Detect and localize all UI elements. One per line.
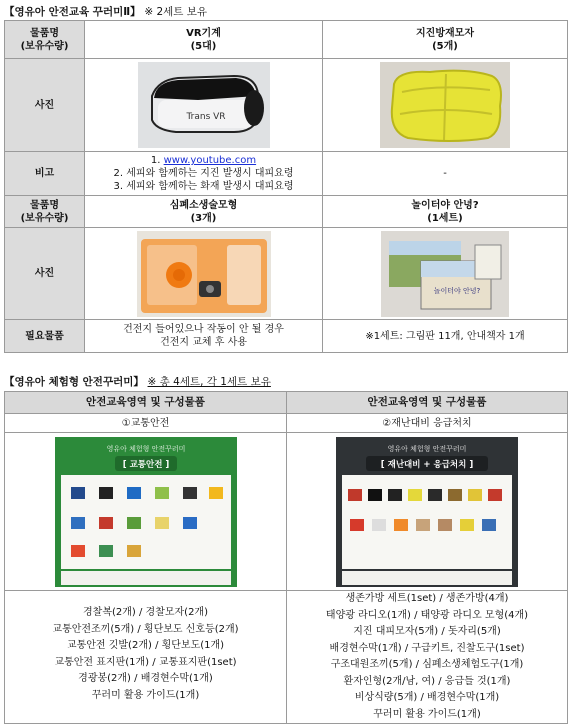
disaster-item: 환자인형(2개/남, 여) / 응급들 것(1개) [343,675,511,687]
header-label-cell-2 [5,196,85,228]
disaster-firstaid-card-image [336,437,518,587]
traffic-items-cell [5,591,287,724]
disaster-item: 생존가방 세트(1set) / 생존가방(4개) [345,593,509,604]
remark-label-cell: 비고 [5,152,85,196]
photo-label-cell-2: 사진 [5,228,85,320]
traffic-safety-card-image [55,437,237,587]
playground-qty: (1세트) [427,212,463,224]
vr-remark-2: 2. 세피와 함께하는 지진 발생시 대피요령 [113,168,294,179]
section1-note: ※ 2세트 보유 [144,6,208,18]
experience-kit-table [4,391,568,724]
section2-note: ※ 총 4세트, 각 1세트 보유 [147,376,271,388]
vr-name-cell [85,21,323,59]
disaster-item: 지진 대피모자(5개) / 돗자리(5개) [353,626,501,637]
traffic-item: 교통안전 표지판(1개) / 교통표지판(1set) [54,656,237,668]
traffic-item: 경찰복(2개) / 경찰모자(2개) [83,607,208,618]
traffic-card-header: 영유아 체험형 안전꾸러미 [106,444,185,453]
earthquake-hat-image [380,62,510,148]
cpr-qty: (3개) [190,212,217,224]
playground-name: 놀이터야 안녕? [411,199,479,211]
playground-needed-cell: ※1세트: 그림판 11개, 안내책자 1개 [323,320,568,353]
photo-label-cell: 사진 [5,59,85,152]
needed-label-cell: 필요물품 [5,320,85,353]
cpr-needed-cell [85,320,323,353]
vr-brand-text: Trans VR [185,112,226,122]
hat-name-cell [323,21,568,59]
hat-name: 지진방재모자 [416,27,474,39]
cpr-name: 심폐소생술모형 [169,199,238,211]
traffic-card-cell [5,433,287,591]
kit2-table [4,20,568,353]
header-label-name: 물품명 [30,27,59,39]
vr-name: VR기계 [186,27,221,39]
traffic-card-title: [ 교통안전 ] [122,459,169,470]
playground-name-cell [323,196,568,228]
traffic-item: 꾸러미 활용 가이드(1개) [91,689,200,701]
disaster-card-cell [287,433,568,591]
traffic-item: 경광봉(2개) / 배경현수막(1개) [78,673,213,684]
header-label-cell [5,21,85,59]
header-label-name-2: 물품명 [30,199,59,211]
vr-remark-1: 1. www.youtube.com [150,155,257,166]
section2-title-text: 【영유아 체험형 안전꾸러미】 [4,376,144,388]
section2-title [4,374,271,389]
disaster-item: 구조대원조끼(5개) / 심폐소생체험도구(1개) [330,659,524,670]
cpr-needed-1: 건전지 들어있으나 작동이 안 될 경우 [123,324,284,335]
area-left: ①교통안전 [5,414,287,433]
cpr-model-image [137,231,271,317]
traffic-item: 교통안전조끼(5개) / 횡단보도 신호등(2개) [52,623,239,635]
disaster-item: 배경현수막(1개) / 구급키트, 진찰도구(1set) [329,642,525,654]
header-label-qty-2: (보유수량) [20,212,69,224]
traffic-item: 교통안전 깃발(2개) / 횡단보도(1개) [66,640,225,651]
cpr-name-cell [85,196,323,228]
col-header-left: 안전교육영역 및 구성물품 [5,392,287,414]
cpr-photo-cell [85,228,323,320]
header-label-qty: (보유수량) [20,40,69,52]
playground-book-title: 놀이터야 안녕? [433,286,481,295]
col-header-right: 안전교육영역 및 구성물품 [287,392,568,414]
cpr-needed-2: 건전지 교체 후 사용 [160,337,247,348]
vr-remark-3: 3. 세피와 함께하는 화재 발생시 대피요령 [113,181,294,192]
vr-qty: (5대) [190,40,217,52]
playground-cards-image [381,231,509,317]
disaster-card-title: [ 재난대비 + 응급처치 ] [380,459,474,470]
vr-remarks-cell [85,152,323,196]
area-right: ②재난대비 응급처치 [287,414,568,433]
disaster-item: 태양광 라디오(1개) / 태양광 라디오 모형(4개) [325,609,529,621]
youtube-link[interactable]: www.youtube.com [163,155,257,166]
hat-photo-cell [323,59,568,152]
section1-title [4,4,207,19]
playground-photo-cell [323,228,568,320]
disaster-card-header: 영유아 체험형 안전꾸러미 [387,444,467,453]
disaster-item: 꾸러미 활용 가이드(1개) [373,708,481,720]
disaster-items-cell [287,591,568,724]
disaster-item: 비상식량(5개) / 배경현수막(1개) [354,692,500,703]
hat-qty: (5개) [432,40,458,52]
hat-remarks-cell: - [323,152,568,196]
vr-photo-cell [85,59,323,152]
vr-headset-image [138,62,270,148]
section1-title-text: 【영유아 안전교육 꾸러미Ⅱ】 [4,6,141,18]
